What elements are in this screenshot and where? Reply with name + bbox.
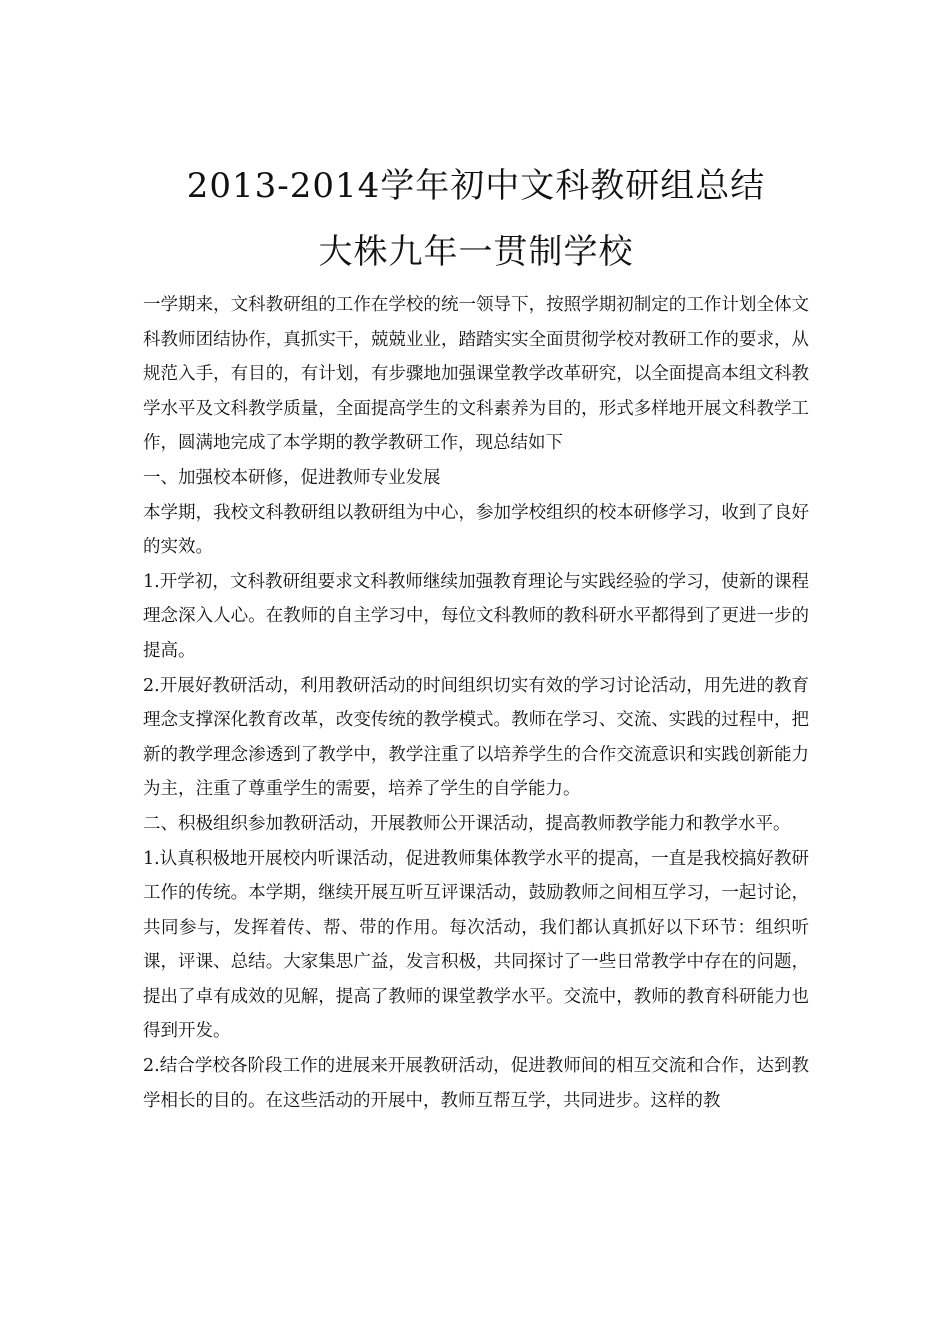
paragraph: 2.开展好教研活动，利用教研活动的时间组织切实有效的学习讨论活动，用先进的教育理念支撑深化教育改革，改变传统的教学模式。教师在学习、交流、实践的过程中，把新的教学理念渗透到了教学中，教学注重了以培养学生的合作交流意识和实践创新能力为主，注重了尊重学生的需要，培养了学生的自学能力。 — [143, 675, 809, 800]
document-title: 2013-2014学年初中文科教研组总结 — [186, 166, 766, 206]
document-subtitle: 大株九年一贯制学校 — [318, 232, 634, 272]
paragraph-intro: 一学期来，文科教研组的工作在学校的统一领导下，按照学期初制定的工作计划全体文科教师团结协作，真抓实干，兢兢业业，踏踏实实全面贯彻学校对教研工作的要求，从规范入手，有目的，有计划，有步骤地加强课堂教学改革研究，以全面提高本组文科教学水平及文科教学质量，全面提高学生的文科素养为目的，形式多样地开展文科教学工作，圆满地完成了本学期的教学教研工作，现总结如下 — [143, 295, 809, 454]
section-heading-1: 一、加强校本研修，促进教师专业发展 — [143, 467, 441, 488]
paragraph: 1.开学初，文科教研组要求文科教师继续加强教育理论与实践经验的学习，使新的课程理念深入人心。在教师的自主学习中，每位文科教师的教科研水平都得到了更进一步的提高。 — [143, 571, 809, 661]
paragraph: 1.认真积极地开展校内听课活动，促进教师集体教学水平的提高，一直是我校搞好教研工作的传统。本学期，继续开展互听互评课活动，鼓励教师之间相互学习，一起讨论，共同参与，发挥着传、帮、带的作用。每次活动，我们都认真抓好以下环节：组织听课，评课、总结。大家集思广益，发言积极，共同探讨了一些日常教学中存在的问题，提出了卓有成效的见解，提高了教师的课堂教学水平。交流中，教师的教育科研能力也得到开发。 — [143, 848, 809, 1042]
paragraph: 本学期，我校文科教研组以教研组为中心，参加学校组织的校本研修学习，收到了良好的实效。 — [143, 502, 809, 558]
document-body — [143, 288, 809, 1118]
section-heading-2: 二、积极组织参加教研活动，开展教师公开课活动，提高教师教学能力和教学水平。 — [143, 813, 791, 834]
paragraph: 2.结合学校各阶段工作的进展来开展教研活动，促进教师间的相互交流和合作，达到教学相长的目的。在这些活动的开展中，教师互帮互学，共同进步。这样的教 — [143, 1056, 809, 1111]
document-page — [143, 160, 809, 1118]
